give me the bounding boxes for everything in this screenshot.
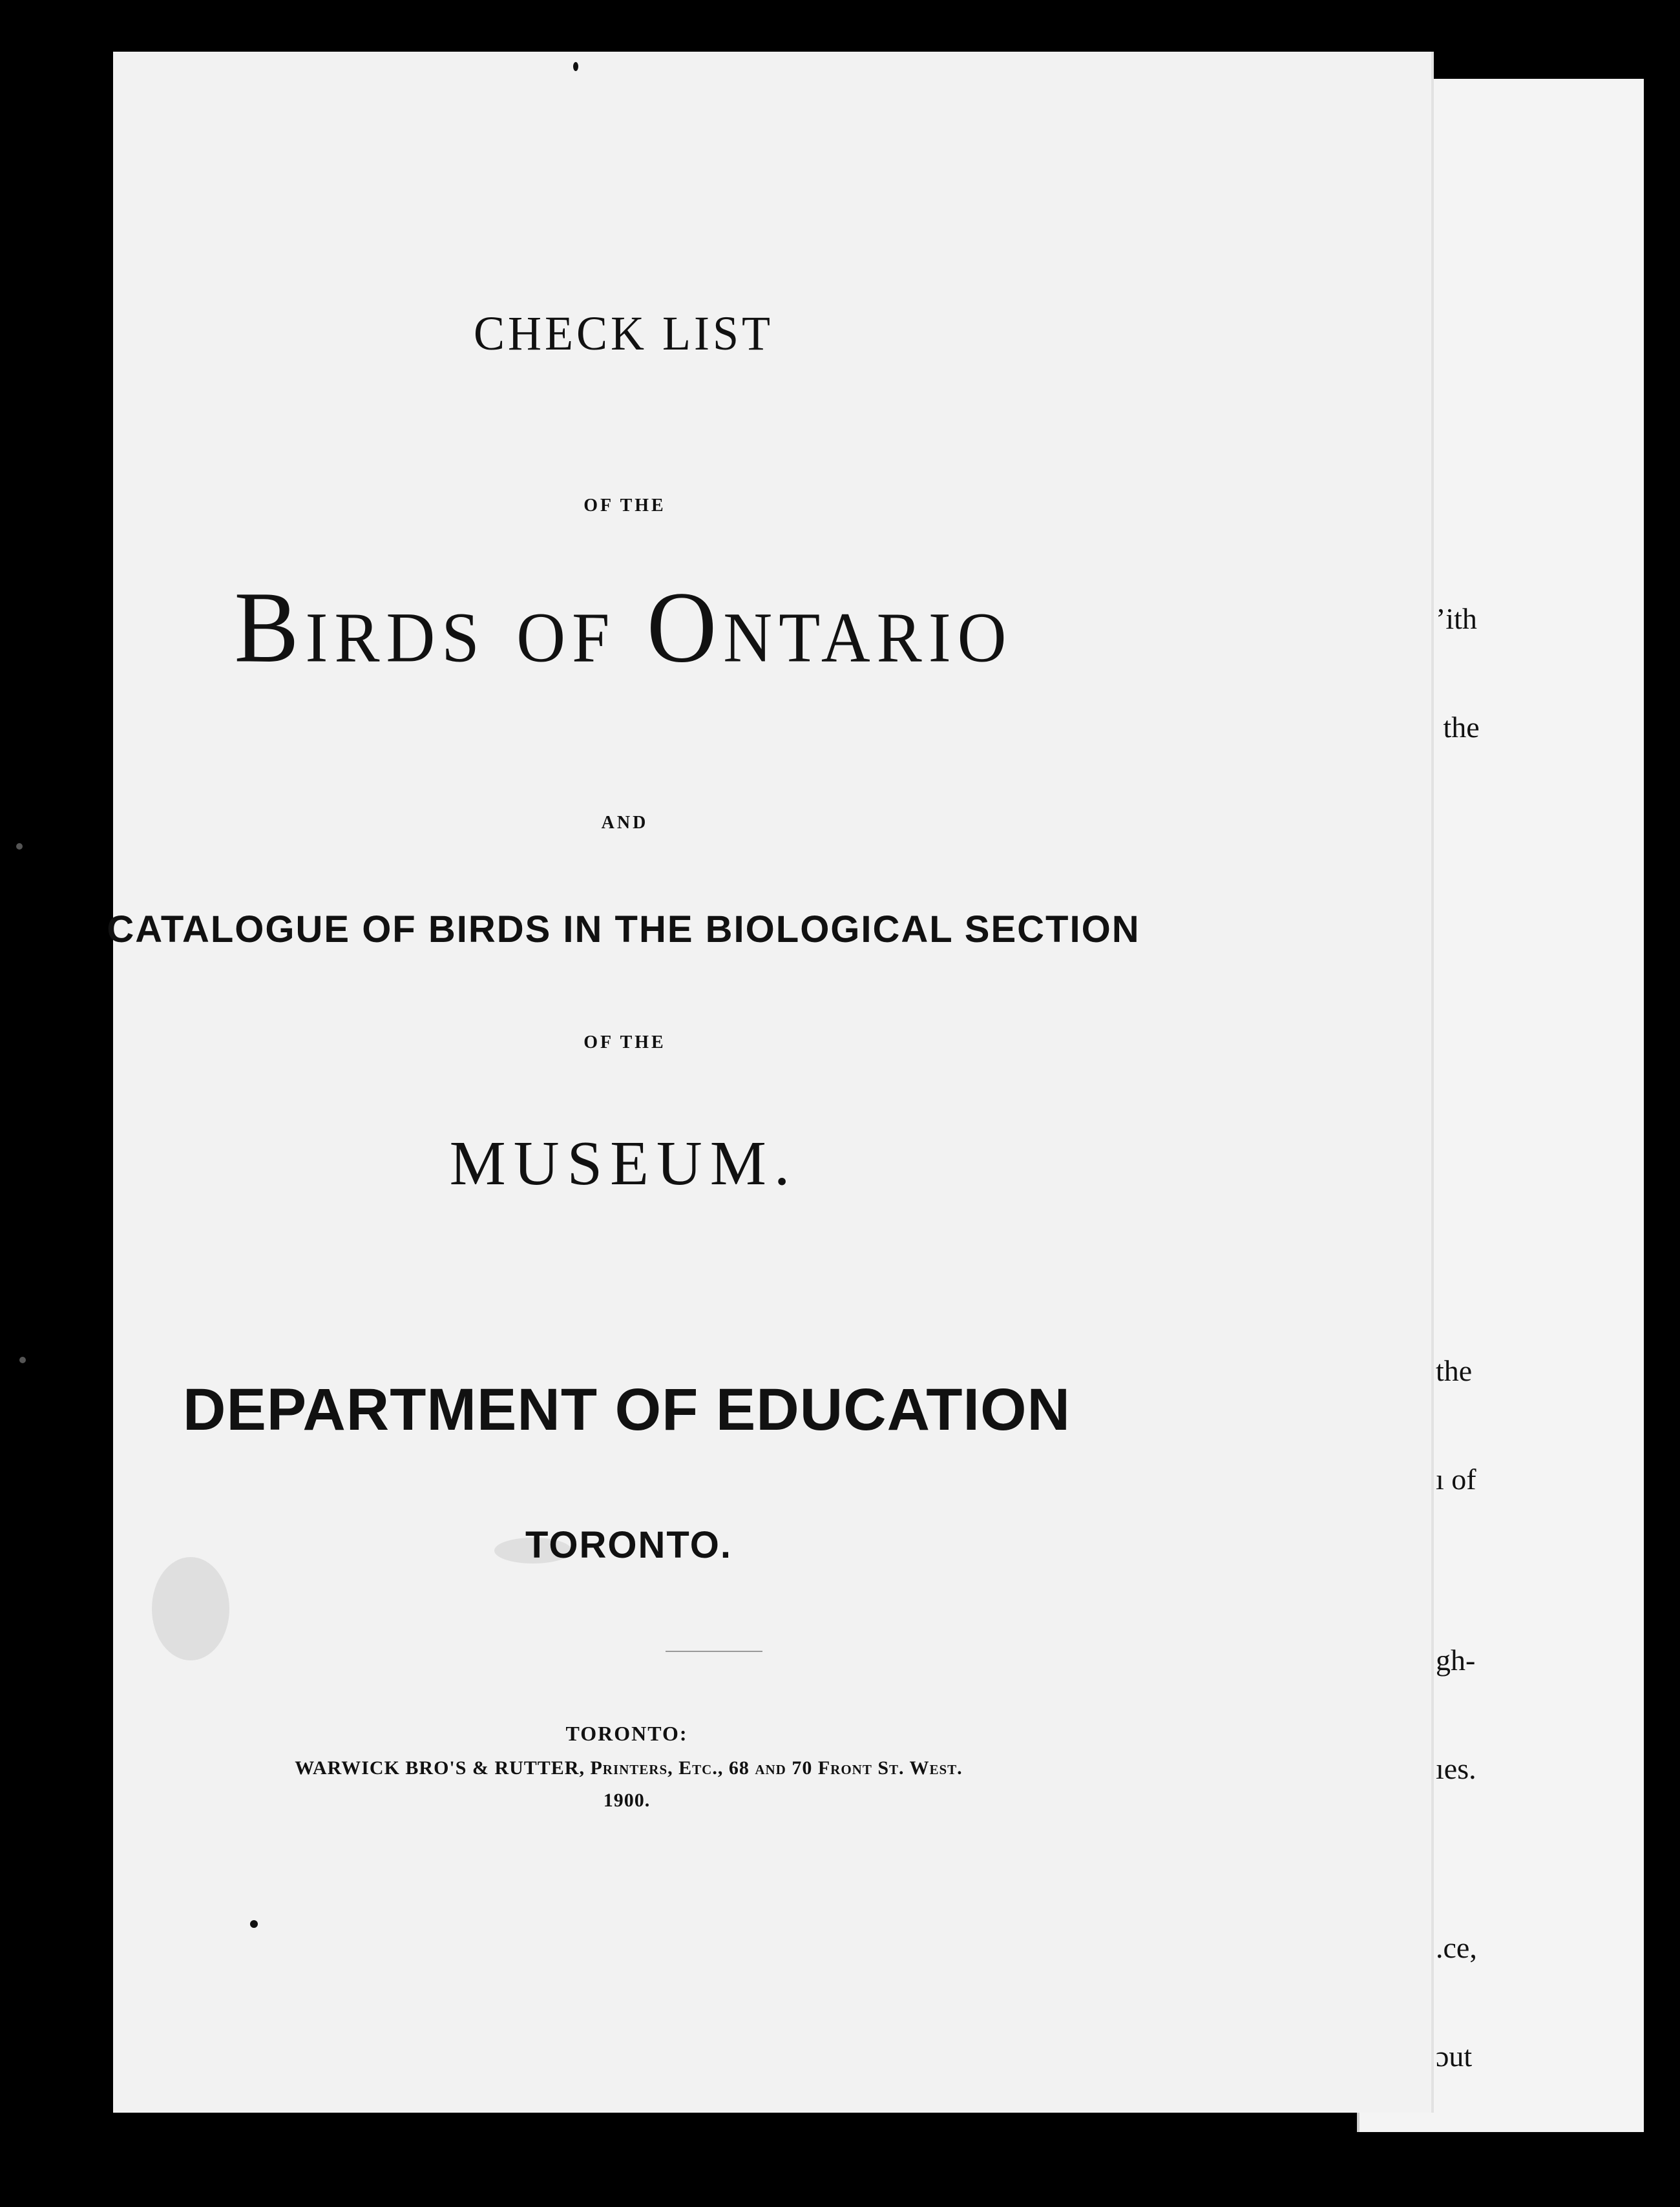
department-heading: DEPARTMENT OF EDUCATION bbox=[183, 1377, 1071, 1443]
museum-heading: MUSEUM. bbox=[449, 1129, 798, 1198]
printer-address: Printers, Etc., 68 and 70 Front St. West. bbox=[590, 1757, 963, 1779]
ink-speck bbox=[250, 1920, 258, 1928]
main-title: Birds of Ontario bbox=[234, 570, 1013, 684]
paper-smudge bbox=[152, 1557, 229, 1660]
check-list-heading: CHECK LIST bbox=[474, 306, 773, 361]
fragment-line: ıes. bbox=[1436, 1752, 1476, 1785]
back-page-fragment-3 bbox=[1436, 1570, 1476, 1823]
fragment-line: the bbox=[1436, 711, 1480, 744]
imprint-printer bbox=[0, 1757, 1288, 1779]
of-the-connector-2: OF THE bbox=[583, 1032, 666, 1052]
printer-name: WARWICK BRO'S & RUTTER, bbox=[295, 1757, 591, 1779]
and-connector: AND bbox=[601, 813, 649, 833]
imprint-city: TORONTO: bbox=[565, 1722, 688, 1745]
fragment-line: ɔut bbox=[1436, 2040, 1473, 2073]
scan-speck bbox=[16, 843, 23, 850]
back-page-fragment-2 bbox=[1436, 1281, 1476, 1534]
divider-rule bbox=[666, 1651, 762, 1652]
fragment-line: ı of bbox=[1436, 1463, 1476, 1496]
imprint-year: 1900. bbox=[603, 1790, 651, 1811]
fragment-line: ’ith bbox=[1436, 602, 1477, 635]
of-the-connector: OF THE bbox=[583, 496, 666, 516]
fragment-line: gh- bbox=[1436, 1644, 1476, 1677]
paper-smudge bbox=[494, 1538, 572, 1564]
back-page-fragment-4 bbox=[1436, 1857, 1477, 2111]
scan-speck bbox=[19, 1357, 26, 1363]
catalogue-subtitle: CATALOGUE OF BIRDS IN THE BIOLOGICAL SECTION bbox=[107, 908, 1140, 950]
fragment-line: .ce, bbox=[1436, 1931, 1477, 1964]
toronto-heading: TORONTO. bbox=[525, 1524, 732, 1566]
ink-speck bbox=[573, 62, 578, 71]
fragment-line: the bbox=[1436, 1354, 1473, 1387]
back-page-fragment-1 bbox=[1436, 528, 1480, 782]
title-page bbox=[107, 52, 1431, 2113]
